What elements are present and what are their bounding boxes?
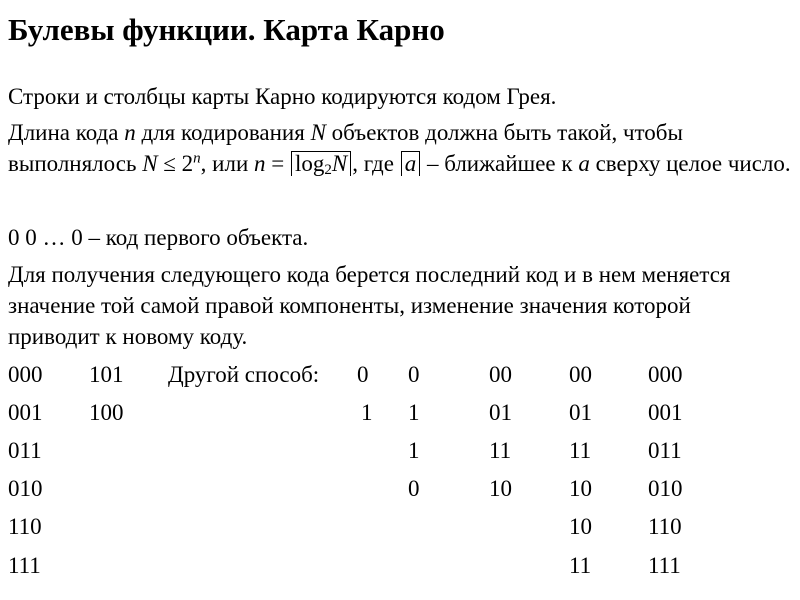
table-cell: 111 (648, 553, 681, 578)
table-cell: 000 (8, 362, 43, 387)
text-segment: объектов должна быть такой, чтобы выполнялось (8, 120, 683, 176)
table-cell: 11 (569, 438, 592, 463)
paragraph-code-length (8, 117, 798, 179)
table-cell: 101 (89, 362, 124, 387)
paragraph-next-code-rule: Для получения следующего кода берется последний код и в нем меняется значение той самой правой компоненты, изменение значения которой приводит к новому коду. (8, 262, 731, 349)
table-cell: 1 (361, 400, 373, 425)
ceiling-log-bracket (291, 151, 351, 176)
text-segment: – ближайшее к (421, 151, 579, 176)
ceiling-a-bracket (401, 151, 421, 176)
table-cell: 100 (89, 400, 124, 425)
text-segment: Длина кода (8, 120, 125, 145)
table-cell: 1 (408, 438, 420, 463)
var-a: a (578, 151, 590, 176)
table-cell: 01 (569, 400, 592, 425)
var-n: n (124, 120, 136, 145)
paragraph-first-code: 0 0 … 0 – код первого объекта. (8, 225, 309, 250)
var-n: n (254, 151, 266, 176)
table-cell: 000 (648, 362, 683, 387)
var-N: N (331, 151, 348, 176)
paragraph-gray-code: Строки и столбцы карты Карно кодируются кодом Грея. (8, 84, 557, 109)
table-cell: 110 (648, 514, 682, 539)
var-a: a (404, 151, 417, 176)
table-cell: 1 (408, 400, 420, 425)
log-label: log (295, 151, 325, 176)
table-cell: 010 (8, 476, 43, 501)
table-cell: 001 (648, 400, 683, 425)
table-cell: 11 (489, 438, 512, 463)
table-cell: 011 (648, 438, 682, 463)
text-segment: , или (200, 151, 255, 176)
table-cell: 10 (489, 476, 512, 501)
var-n-exponent: n (193, 150, 201, 167)
page-title: Булевы функции. Карта Карно (8, 12, 445, 47)
log-base: 2 (324, 162, 332, 178)
alternative-method-label: Другой способ: (168, 362, 320, 387)
table-cell: 01 (489, 400, 512, 425)
text-segment: ≤ 2 (157, 151, 194, 176)
var-N: N (142, 151, 158, 176)
table-cell: 110 (8, 514, 42, 539)
table-cell: 0 (357, 362, 369, 387)
table-cell: 10 (569, 514, 592, 539)
text-segment: = (265, 151, 290, 176)
table-cell: 00 (489, 362, 512, 387)
table-cell: 0 (408, 362, 420, 387)
table-cell: 111 (8, 553, 41, 578)
table-cell: 00 (569, 362, 592, 387)
table-cell: 010 (648, 476, 683, 501)
text-segment: , где (352, 151, 400, 176)
text-segment: для кодирования (135, 120, 311, 145)
table-cell: 10 (569, 476, 592, 501)
var-N: N (310, 120, 326, 145)
table-cell: 11 (569, 553, 592, 578)
table-cell: 0 (408, 476, 420, 501)
table-cell: 001 (8, 400, 43, 425)
text-segment: сверху целое число. (589, 151, 791, 176)
table-cell: 011 (8, 438, 42, 463)
